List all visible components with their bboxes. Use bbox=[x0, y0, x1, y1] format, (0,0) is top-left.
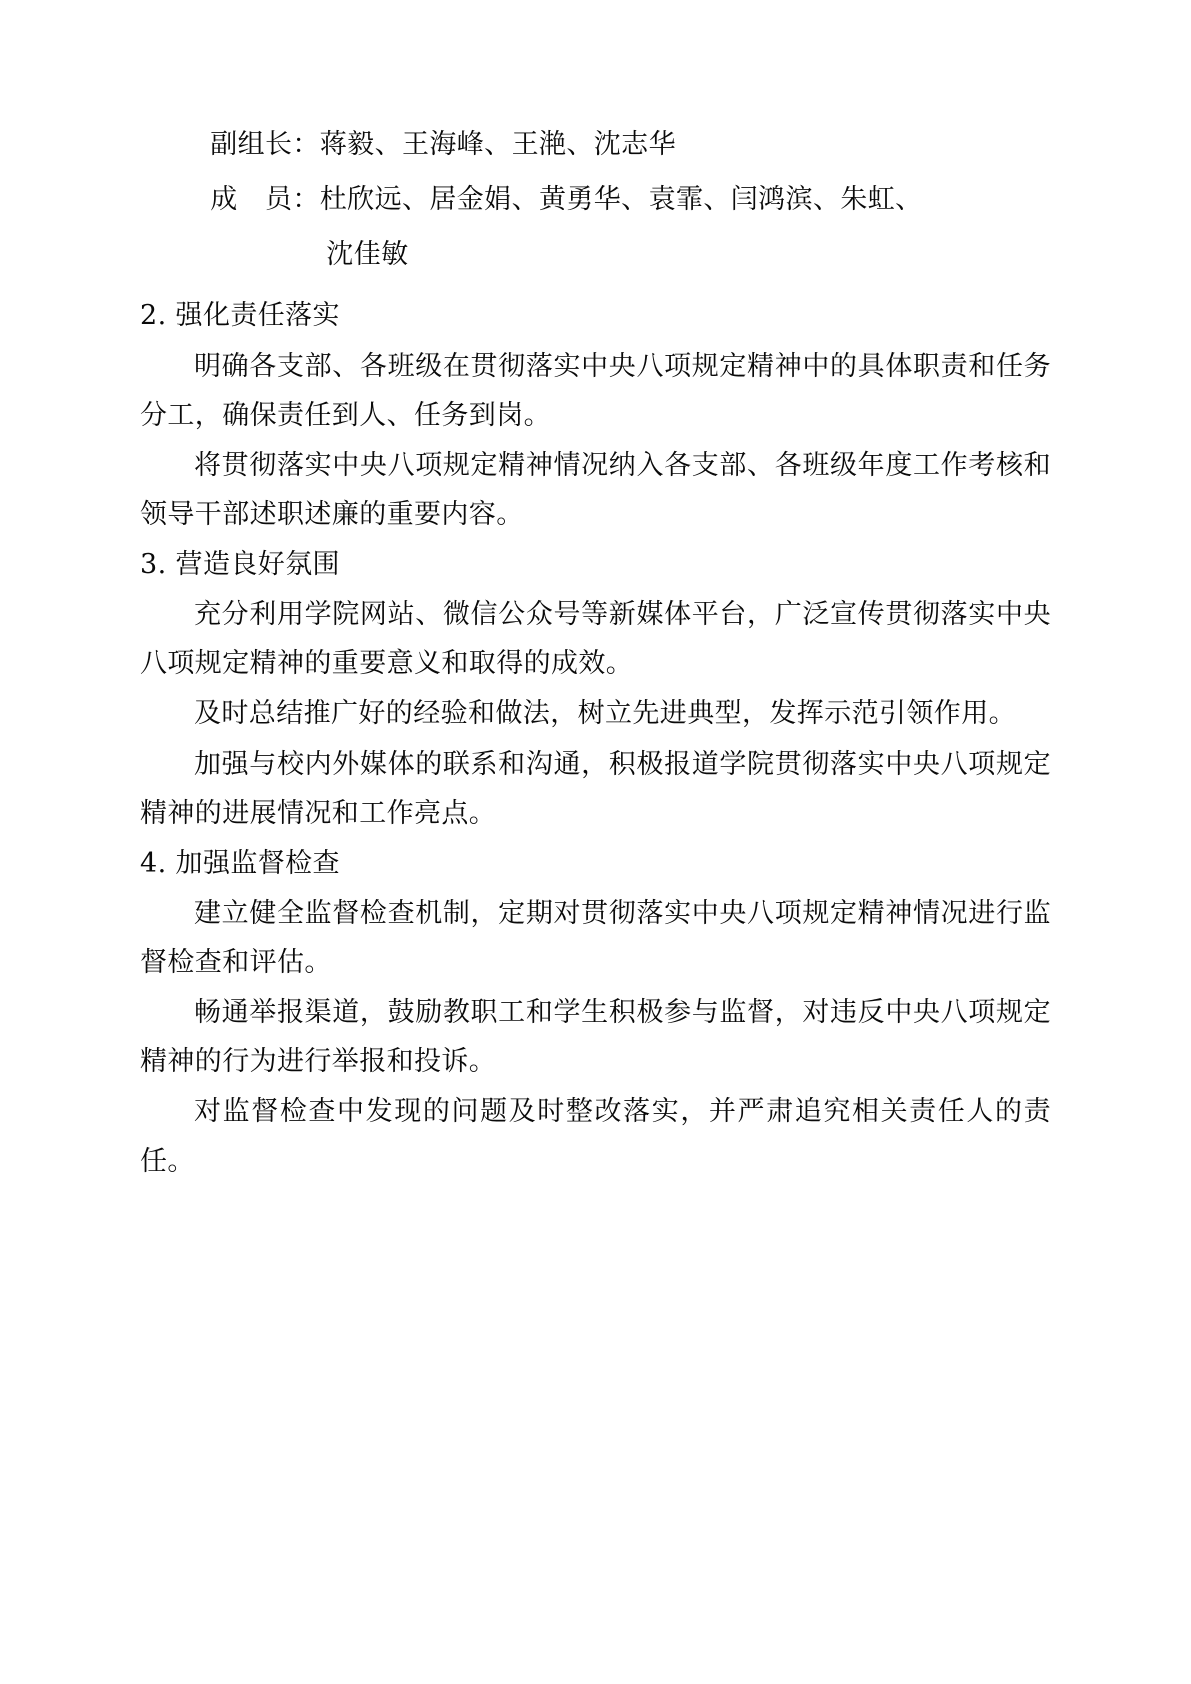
section-heading-2: 2. 强化责任落实 bbox=[140, 300, 340, 332]
member-line: 成 员：杜欣远、居金娟、黄勇华、袁霏、闫鸿滨、朱虹、 bbox=[210, 184, 923, 216]
paragraph-4-1: 建立健全监督检查机制，定期对贯彻落实中央八项规定精神情况进行监督检查和评估。 bbox=[140, 897, 1051, 978]
paragraph-3-2: 及时总结推广好的经验和做法，树立先进典型，发挥示范引领作用。 bbox=[194, 698, 1016, 730]
member-line-continued: 沈佳敏 bbox=[326, 239, 409, 271]
paragraph-3-1: 充分利用学院网站、微信公众号等新媒体平台，广泛宣传贯彻落实中央八项规定精神的重要意义和取得的成效。 bbox=[140, 599, 1051, 680]
paragraph-4-3: 对监督检查中发现的问题及时整改落实，并严肃追究相关责任人的责任。 bbox=[140, 1096, 1051, 1177]
paragraph-2-1: 明确各支部、各班级在贯彻落实中央八项规定精神中的具体职责和任务分工，确保责任到人、任务到岗。 bbox=[140, 350, 1051, 431]
paragraph-3-3: 加强与校内外媒体的联系和沟通，积极报道学院贯彻落实中央八项规定精神的进展情况和工作亮点。 bbox=[140, 748, 1051, 829]
section-heading-4: 4. 加强监督检查 bbox=[140, 847, 340, 879]
paragraph-4-2: 畅通举报渠道，鼓励教职工和学生积极参与监督，对违反中央八项规定精神的行为进行举报和投诉。 bbox=[140, 997, 1051, 1078]
paragraph-2-2: 将贯彻落实中央八项规定精神情况纳入各支部、各班级年度工作考核和领导干部述职述廉的重要内容。 bbox=[140, 449, 1051, 530]
section-heading-3: 3. 营造良好氛围 bbox=[140, 549, 340, 580]
document-body bbox=[140, 120, 1051, 1186]
deputy-leader-line: 副组长：蒋毅、王海峰、王滟、沈志华 bbox=[210, 129, 676, 160]
